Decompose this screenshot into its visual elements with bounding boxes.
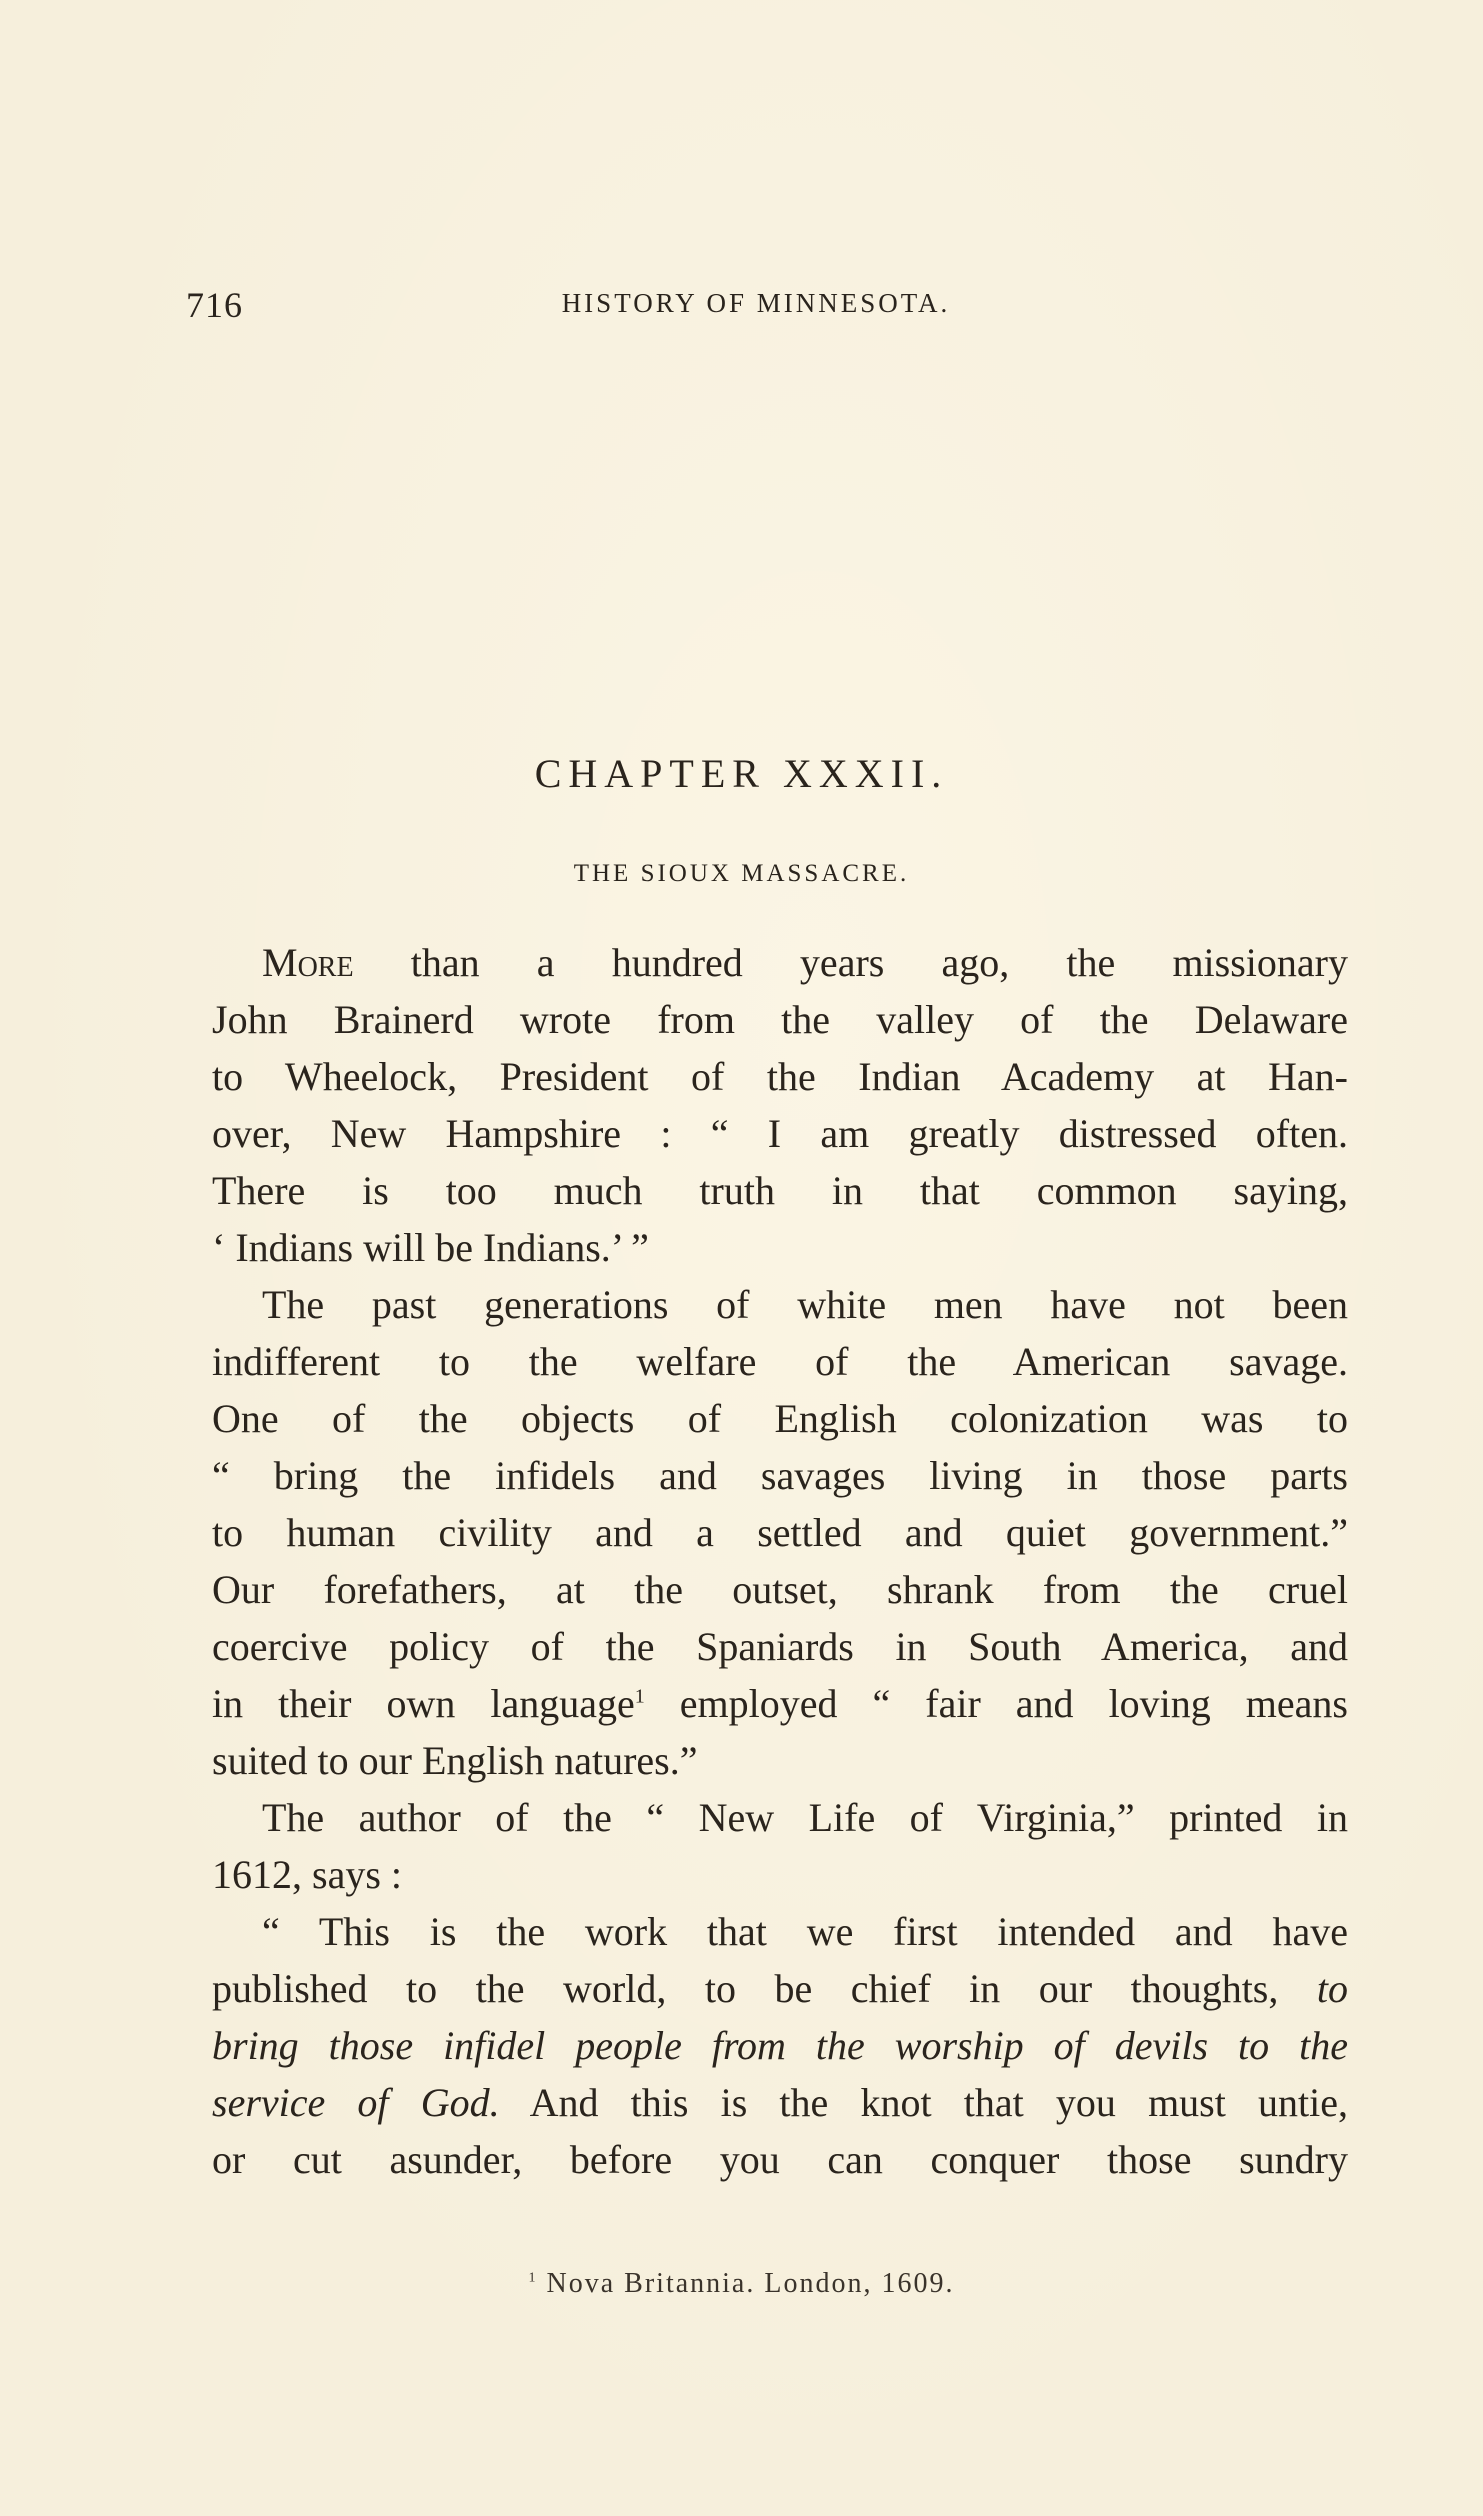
line-text: John Brainerd wrote from the valley of the Delaware <box>212 997 1348 1042</box>
italic-text: bring those infidel people from the worship of devils to the <box>212 2023 1348 2068</box>
footnote <box>0 2268 1483 2300</box>
text-line <box>212 1618 1348 1675</box>
text-line <box>212 1846 1348 1903</box>
line-text: employed “ fair and loving means <box>644 1681 1348 1726</box>
line-text: than a hundred years ago, the missionary <box>353 940 1348 985</box>
line-text: The author of the “ New Life of Virginia,” printed in <box>262 1795 1348 1840</box>
line-text: There is too much truth in that common saying, <box>212 1168 1348 1213</box>
footnote-text: Nova Britannia. London, 1609. <box>537 2268 955 2299</box>
chapter-title: CHAPTER XXXII. <box>534 751 949 796</box>
text-line <box>212 1333 1348 1390</box>
line-text: The past generations of white men have not been <box>262 1282 1348 1327</box>
line-text: in their own language <box>212 1681 635 1726</box>
text-line <box>212 1903 1348 1960</box>
text-line <box>212 2074 1348 2131</box>
footnote-reference: 1 <box>634 1685 645 1708</box>
text-line <box>212 1789 1348 1846</box>
text-line <box>212 1504 1348 1561</box>
line-text: ‘ Indians will be Indians.’ ” <box>212 1225 649 1270</box>
running-head: HISTORY OF MINNESOTA. <box>561 288 951 318</box>
paragraph-lead-word: More <box>262 940 354 985</box>
line-text: “ This is the work that we first intended and have <box>262 1909 1348 1954</box>
text-line <box>212 991 1348 1048</box>
line-text: “ bring the infidels and savages living in those parts <box>212 1453 1348 1498</box>
line-text: One of the objects of English colonization was to <box>212 1396 1348 1441</box>
text-line <box>212 1390 1348 1447</box>
line-text: published to the world, to be chief in our thoughts, <box>212 1966 1317 2011</box>
text-line <box>212 934 1348 991</box>
line-text: indifferent to the welfare of the American savage. <box>212 1339 1348 1384</box>
italic-text: to <box>1316 1966 1348 2011</box>
text-line <box>212 1732 1348 1789</box>
line-text: And this is the knot that you must untie, <box>499 2080 1349 2125</box>
footnote-marker: 1 <box>528 2270 538 2286</box>
text-line <box>212 1276 1348 1333</box>
text-line <box>212 2017 1348 2074</box>
text-line <box>212 1105 1348 1162</box>
line-text: suited to our English natures.” <box>212 1738 698 1783</box>
line-text: Our forefathers, at the outset, shrank from the cruel <box>212 1567 1348 1612</box>
body-text <box>212 934 1348 2188</box>
text-line <box>212 1219 1348 1276</box>
text-line <box>212 1048 1348 1105</box>
text-line <box>212 1960 1348 2017</box>
chapter-subtitle: THE SIOUX MASSACRE. <box>573 860 910 887</box>
text-line <box>212 2131 1348 2188</box>
line-text: to Wheelock, President of the Indian Academy at Han- <box>212 1054 1348 1099</box>
line-text: 1612, says : <box>212 1852 402 1897</box>
text-line <box>212 1675 1348 1732</box>
line-text: or cut asunder, before you can conquer those sundry <box>212 2137 1348 2182</box>
text-line <box>212 1561 1348 1618</box>
page-header <box>186 284 1326 334</box>
page-number: 716 <box>186 285 243 325</box>
line-text: to human civility and a settled and quiet government.” <box>212 1510 1348 1555</box>
text-line <box>212 1447 1348 1504</box>
italic-text: service of God. <box>212 2080 500 2125</box>
line-text: coercive policy of the Spaniards in South America, and <box>212 1624 1348 1669</box>
line-text: over, New Hampshire : “ I am greatly distressed often. <box>212 1111 1348 1156</box>
text-line <box>212 1162 1348 1219</box>
